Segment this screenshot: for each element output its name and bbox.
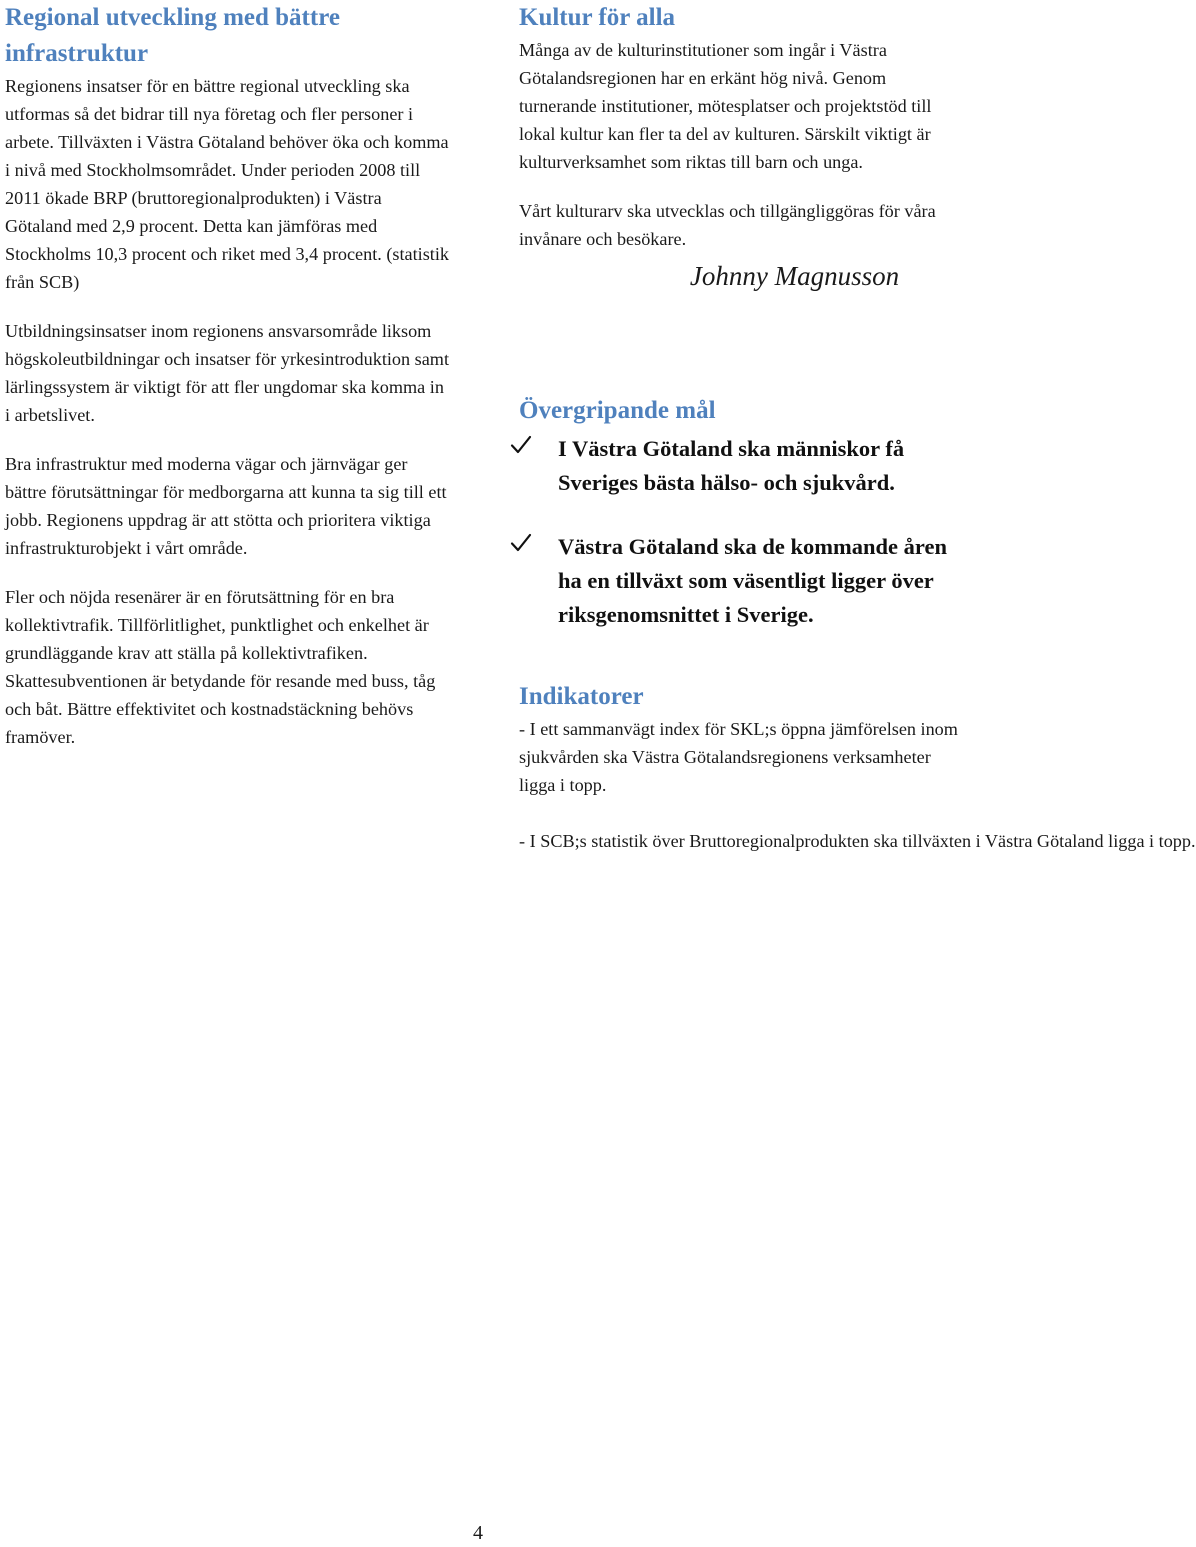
goal-list	[519, 432, 960, 632]
goal-text: I Västra Götaland ska människor få Sveriges bästa hälso- och sjukvård.	[558, 436, 905, 495]
section-title-culture: Kultur för alla	[519, 4, 676, 31]
goal-item	[519, 432, 960, 500]
goal-text: Västra Götaland ska de kommande åren ha en tillväxt som väsentligt ligger över riksgenomsnittet i Sverige.	[558, 534, 947, 627]
indicator-item: - I ett sammanvägt index för SKL;s öppna jämförelsen inom sjukvården ska Västra Götalandsregionens verksamheter ligga i topp.	[519, 719, 958, 795]
public-transport-paragraph: Fler och nöjda resenärer är en förutsättning för en bra kollektivtrafik. Tillförlitlighet, punktlighet och enkelhet är grundläggande krav att ställa på kollektivtrafiken. Skattesubventionen är betydande för resande med buss, tåg och båt. Bättre effektivitet och kostnadstäckning behövs framöver.	[5, 587, 436, 747]
check-icon	[509, 531, 533, 555]
culture-paragraph: Många av de kulturinstitutioner som ingår i Västra Götalandsregionen har en erkänt hög nivå. Genom turnerande institutioner, mötesplatser och projektstöd till lokal kultur kan fler ta del av kulturen. Särskilt viktigt är kulturverksamhet som riktas till barn och unga.	[519, 40, 932, 172]
signature: Johnny Magnusson	[689, 261, 900, 291]
right-column	[519, 0, 1196, 855]
section-title-goals: Övergripande mål	[519, 397, 716, 424]
education-paragraph: Utbildningsinsatser inom regionens ansvarsområde liksom högskoleutbildningar och insatser för yrkesintroduktion samt lärlingssystem är viktigt för att fler ungdomar ska komma in i arbetslivet.	[5, 321, 450, 425]
regional-paragraph: Regionens insatser för en bättre regional utveckling ska utformas så det bidrar till nya företag och fler personer i arbete. Tillväxten i Västra Götaland behöver öka och komma i nivå med Stockholmsområdet. Under perioden 2008 till 2011 ökade BRP (bruttoregionalprodukten) i Västra Götaland med 2,9 procent. Detta kan jämföras med Stockholms 10,3 procent och riket med 3,4 procent. (statistik från SCB)	[5, 76, 449, 292]
left-column	[5, 0, 450, 751]
heritage-paragraph: Vårt kulturarv ska utvecklas och tillgängliggöras för våra invånare och besökare.	[519, 201, 936, 249]
page-number: 4	[473, 1522, 483, 1544]
goal-item	[519, 530, 960, 632]
infrastructure-paragraph: Bra infrastruktur med moderna vägar och järnvägar ger bättre förutsättningar för medborgarna att kunna ta sig till ett jobb. Regionens uppdrag är att stötta och prioritera viktiga infrastrukturobjekt i vårt område.	[5, 454, 447, 558]
check-icon	[509, 433, 533, 457]
section-title-indicators: Indikatorer	[519, 683, 644, 710]
section-title-regional: Regional utveckling med bättre infrastruktur	[5, 4, 340, 67]
indicator-item: - I SCB;s statistik över Bruttoregionalprodukten ska tillväxten i Västra Götaland ligga i topp.	[519, 831, 1196, 851]
